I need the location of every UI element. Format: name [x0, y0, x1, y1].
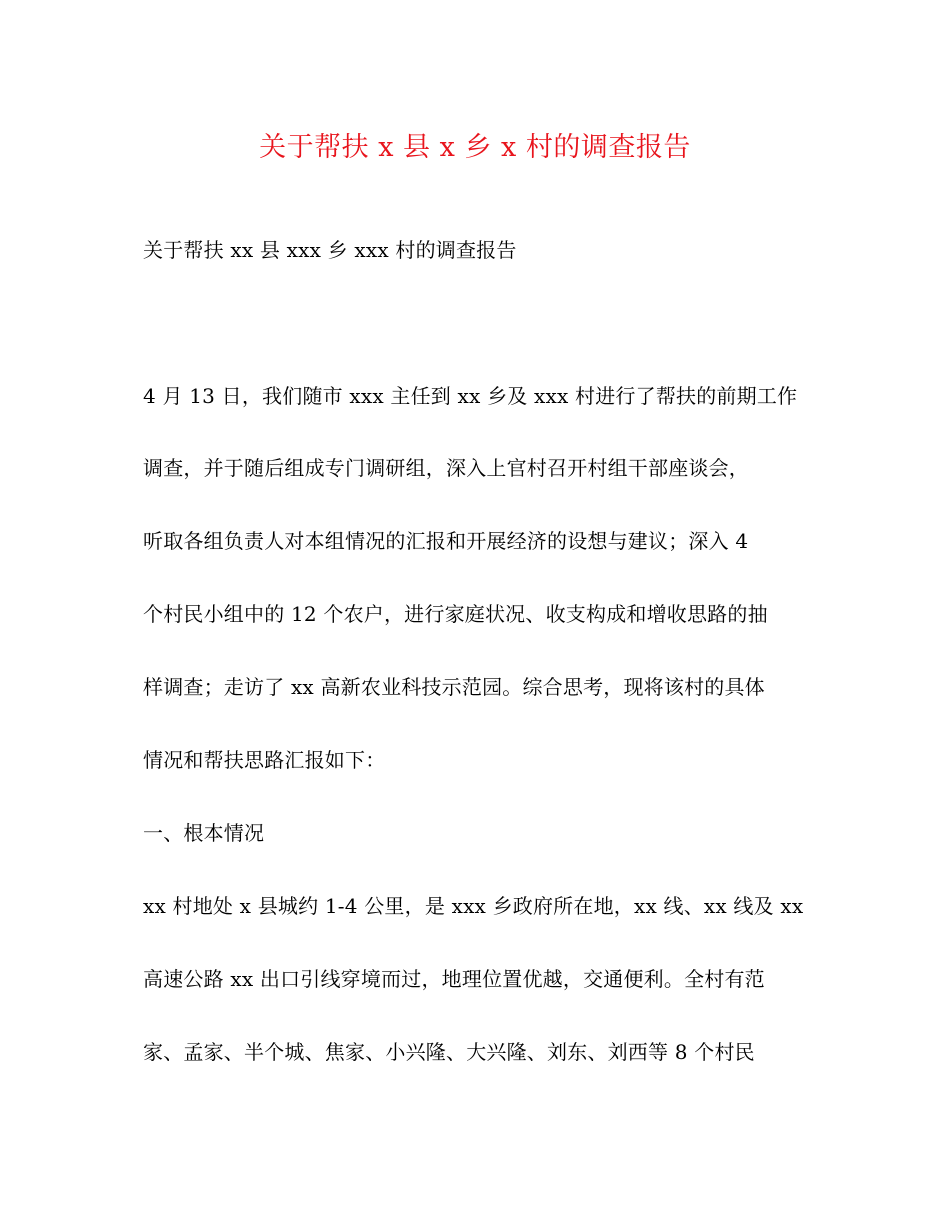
intro-line: 样调查；走访了 xx 高新农业科技示范园。综合思考，现将该村的具体 — [143, 675, 765, 699]
document-title: 关于帮扶 x 县 x 乡 x 村的调查报告 — [259, 132, 691, 163]
section-heading: 一、根本情况 — [143, 821, 265, 845]
section-line: xx 村地处 x 县城约 1-4 公里，是 xxx 乡政府所在地，xx 线、xx 线及 xx — [143, 894, 804, 918]
section-line: 家、孟家、半个城、焦家、小兴隆、大兴隆、刘东、刘西等 8 个村民 — [143, 1040, 755, 1064]
intro-line: 听取各组负责人对本组情况的汇报和开展经济的设想与建议；深入 4 — [143, 529, 749, 553]
intro-line: 4 月 13 日，我们随市 xxx 主任到 xx 乡及 xxx 村进行了帮扶的前期工作 — [143, 384, 798, 408]
section-line: 高速公路 xx 出口引线穿境而过，地理位置优越，交通便利。全村有范 — [143, 967, 765, 991]
document-subtitle: 关于帮扶 xx 县 xxx 乡 xxx 村的调查报告 — [143, 238, 517, 262]
intro-line: 调查，并于随后组成专门调研组，深入上官村召开村组干部座谈会， — [143, 456, 749, 480]
intro-line: 个村民小组中的 12 个农户，进行家庭状况、收支构成和增收思路的抽 — [143, 602, 768, 626]
intro-line: 情况和帮扶思路汇报如下： — [143, 748, 386, 772]
